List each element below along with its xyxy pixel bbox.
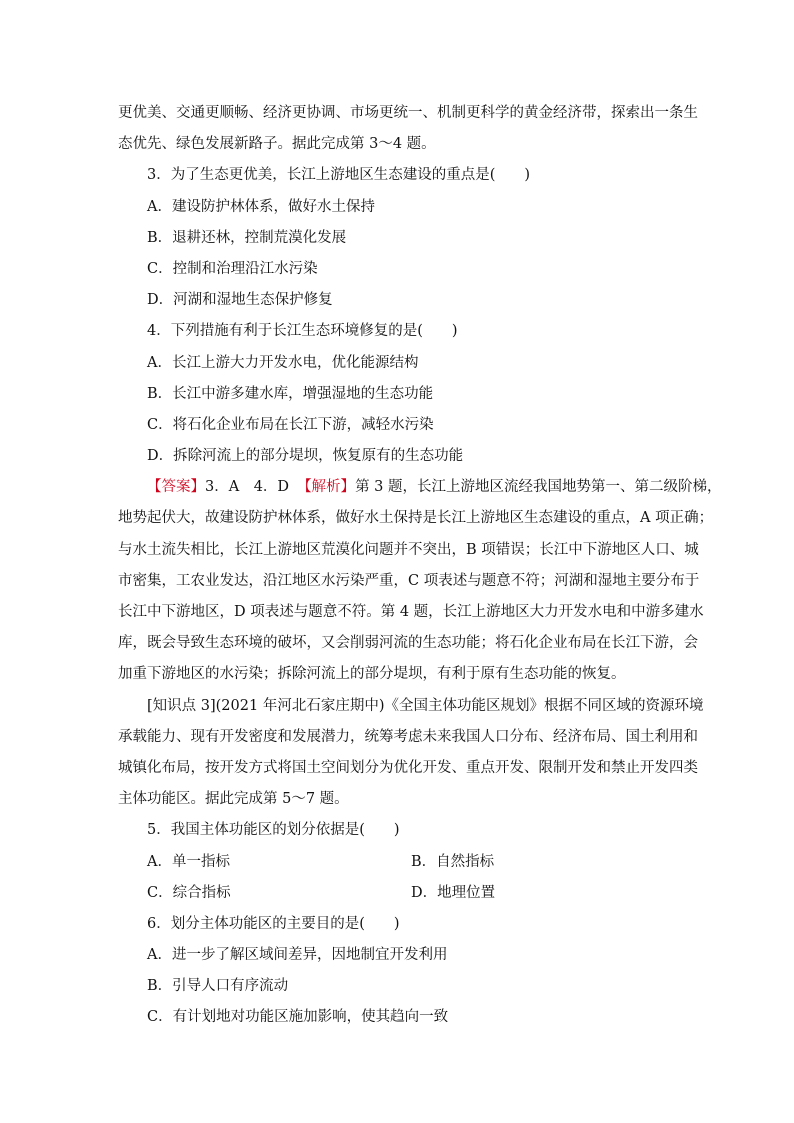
question-4-option-a: A．长江上游大力开发水电，优化能源结构	[147, 354, 419, 371]
question-6-option-a: A．进一步了解区域间差异，因地制宜开发利用	[147, 947, 448, 964]
question-3-option-b: B．退耕还林，控制荒漠化发展	[147, 229, 347, 246]
question-5-option-c: C．综合指标	[147, 884, 231, 901]
answer-tag: 【答案】	[147, 479, 205, 496]
question-3-stem: 3．为了生态更优美，长江上游地区生态建设的重点是( )	[147, 167, 531, 184]
question-4-stem: 4．下列措施有利于长江生态环境修复的是( )	[147, 323, 458, 340]
answer-values: 3．A 4．D	[205, 479, 290, 496]
knowledge-line-3: 城镇化布局，按开发方式将国土空间划分为优化开发、重点开发、限制开发和禁止开发四类	[118, 759, 698, 776]
question-5-option-b: B．自然指标	[411, 853, 495, 870]
question-5-options-row-2	[118, 878, 686, 909]
analysis-line-2: 地势起伏大，故建设防护林体系，做好水土保持是长江上游地区生态建设的重点，A 项正确；	[118, 510, 714, 527]
question-4-option-d: D．拆除河流上的部分堤坝，恢复原有的生态功能	[147, 448, 464, 465]
knowledge-line-4: 主体功能区。据此完成第 5～7 题。	[118, 791, 349, 808]
intro-line-2: 态优先、绿色发展新路子。据此完成第 3～4 题。	[118, 136, 436, 153]
analysis-line-6: 库，既会导致生态环境的破坏，又会削弱河流的生态功能；将石化企业布局在长江下游，会	[118, 635, 698, 652]
analysis-line-5: 长江中下游地区，D 项表述与题意不符。第 4 题，长江上游地区大力开发水电和中游多建水	[118, 604, 704, 620]
intro-line-1: 更优美、交通更顺畅、经济更协调、市场更统一、机制更科学的黄金经济带，探索出一条生	[118, 105, 698, 121]
analysis-text-start: 第 3 题，长江上游地区流经我国地势第一、第二级阶梯，	[355, 479, 722, 496]
question-4-option-b: B．长江中游多建水库，增强湿地的生态功能	[147, 385, 434, 402]
analysis-line-4: 市密集，工农业发达，沿江地区水污染严重，C 项表述与题意不符；河湖和湿地主要分布于	[118, 572, 700, 589]
knowledge-line-2: 承载能力、现有开发密度和发展潜力，统筹考虑未来我国人口分布、经济布局、国土利用和	[118, 728, 698, 745]
analysis-line-3: 与水土流失相比，长江上游地区荒漠化问题并不突出，B 项错误；长江中下游地区人口、城	[118, 541, 699, 558]
question-3-option-c: C．控制和治理沿江水污染	[147, 260, 318, 277]
question-5-options-row-1	[118, 847, 686, 878]
answer-line-1	[118, 472, 722, 503]
question-5-stem: 5．我国主体功能区的划分依据是( )	[147, 822, 400, 839]
question-5-option-a: A．单一指标	[147, 853, 230, 870]
analysis-tag: 【解析】	[297, 479, 356, 496]
question-6-option-b: B．引导人口有序流动	[147, 978, 289, 995]
question-4-option-c: C．将石化企业布局在长江下游，减轻水污染	[147, 416, 434, 433]
question-6-stem: 6．划分主体功能区的主要目的是( )	[147, 915, 400, 932]
question-3-option-d: D．河湖和湿地生态保护修复	[147, 292, 333, 309]
question-5-option-d: D．地理位置	[411, 884, 496, 901]
knowledge-line-1: [知识点 3](2021 年河北石家庄期中)《全国主体功能区规划》根据不同区域的资源环境	[147, 697, 704, 714]
question-3-option-a: A．建设防护林体系，做好水土保持	[147, 198, 375, 215]
question-6-option-c: C．有计划地对功能区施加影响，使其趋向一致	[147, 1009, 449, 1026]
document-page	[118, 98, 722, 1034]
analysis-line-7: 加重下游地区的水污染；拆除河流上的部分堤坝，有利于原有生态功能的恢复。	[118, 666, 626, 683]
